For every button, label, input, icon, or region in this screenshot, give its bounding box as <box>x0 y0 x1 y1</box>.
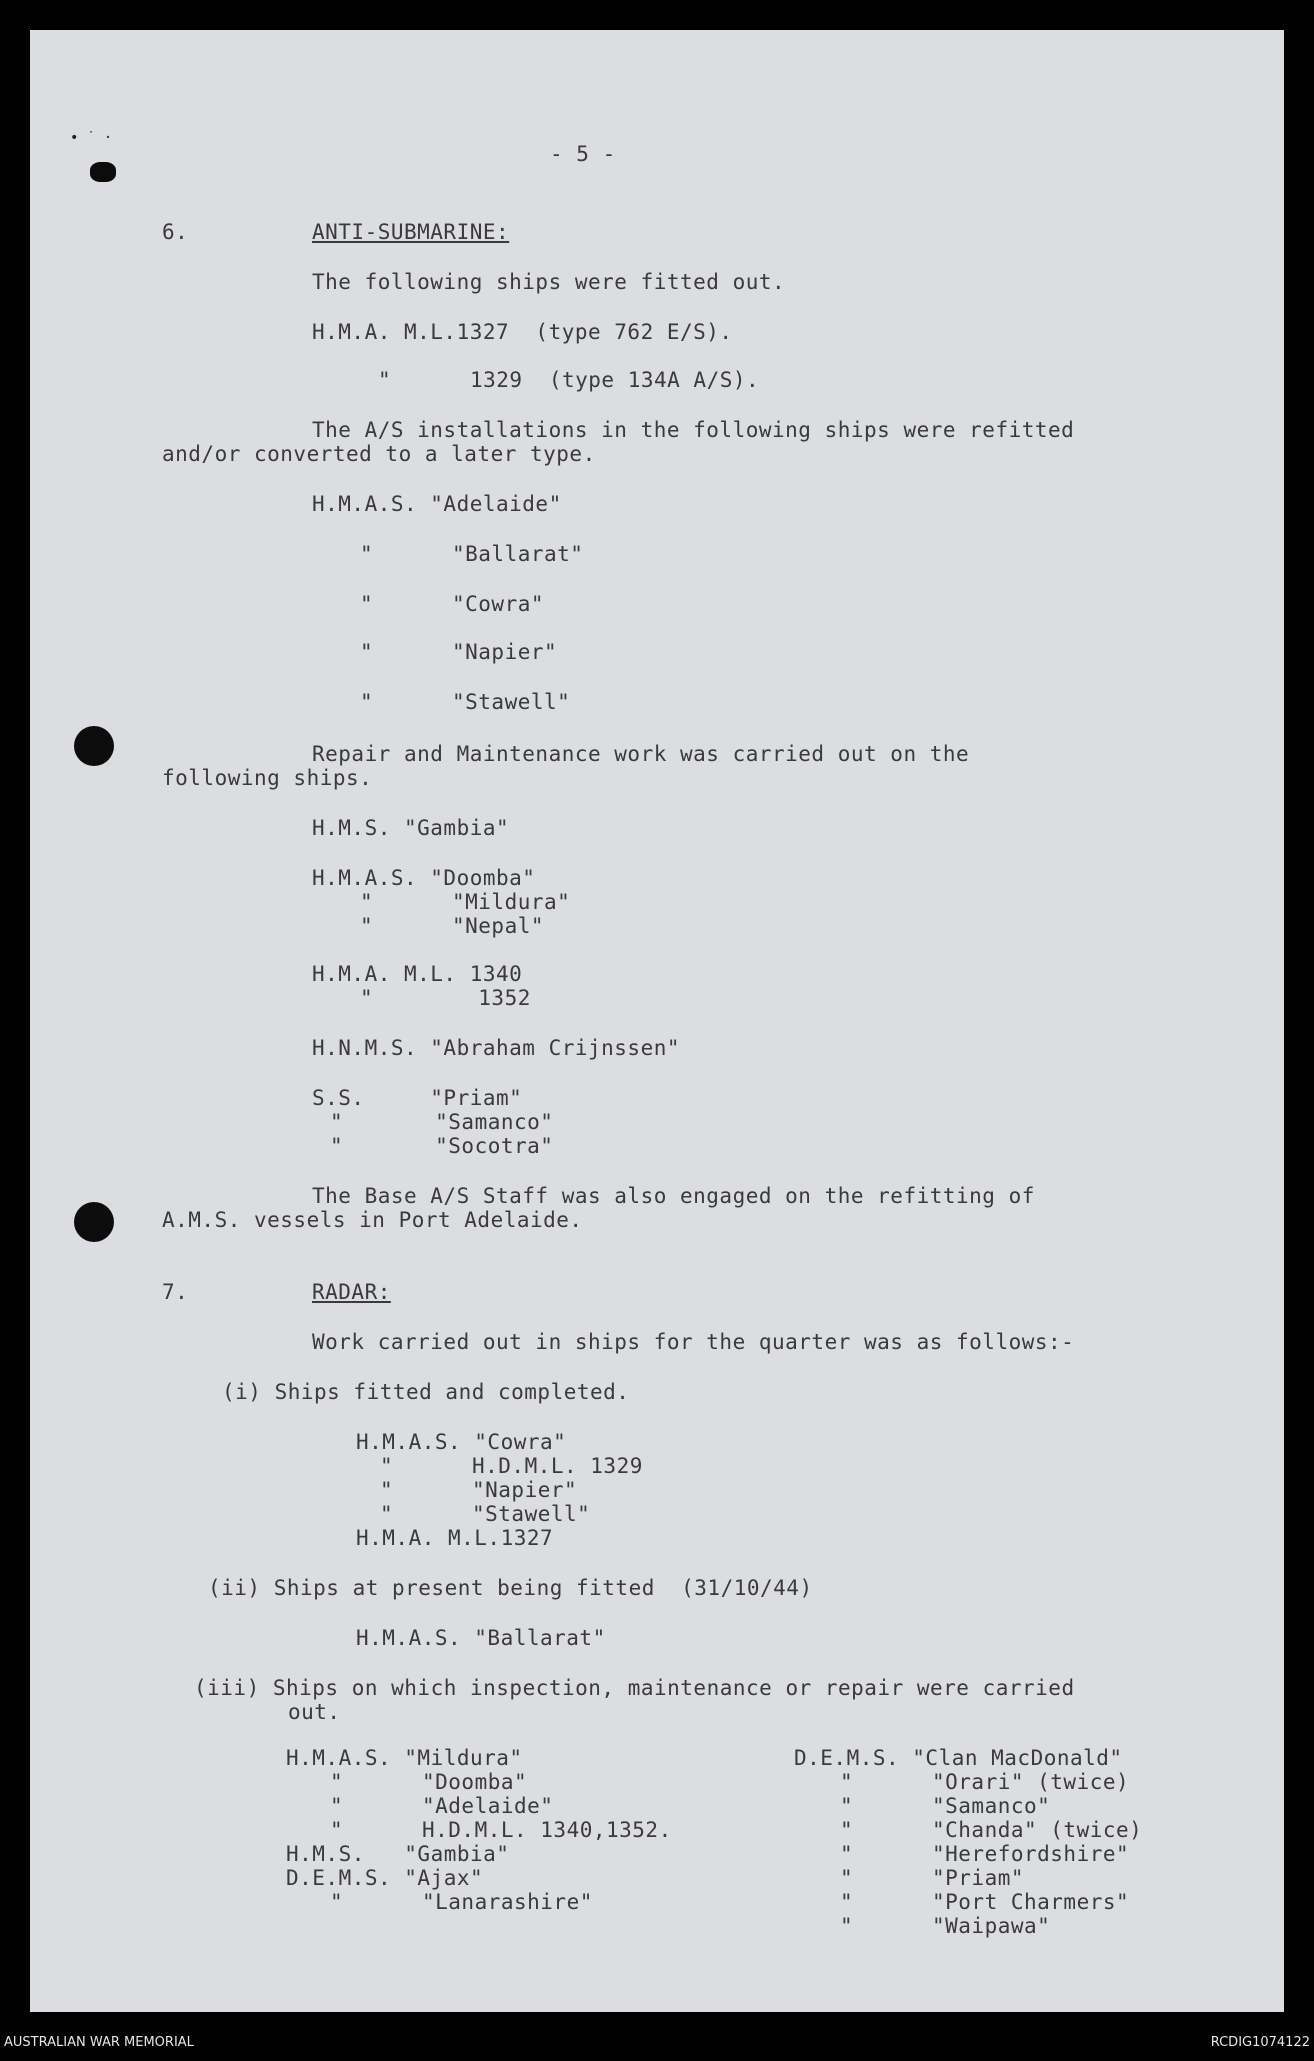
ship-line: D.E.M.S. "Clan MacDonald" <box>794 1746 1123 1770</box>
ship-line: " "Napier" <box>360 640 558 664</box>
paragraph: Repair and Maintenance work was carried out on the <box>312 742 970 766</box>
ship-line: H.M.A. M.L. 1340 <box>312 962 523 986</box>
ship-line: " "Ballarat" <box>360 542 584 566</box>
ship-line: " "Chanda" (twice) <box>840 1818 1143 1842</box>
ship-line: " "Samanco" <box>330 1110 554 1134</box>
ship-line: H.M.A.S. "Cowra" <box>356 1430 567 1454</box>
ship-line: " "Orari" (twice) <box>840 1770 1130 1794</box>
paragraph: Work carried out in ships for the quarter was as follows:- <box>312 1330 1075 1354</box>
paper-specks: • ˙ · <box>70 130 113 146</box>
ship-line: " 1329 (type 134A A/S). <box>378 368 760 392</box>
ship-line: " "Napier" <box>380 1478 578 1502</box>
paper-mark <box>90 162 116 182</box>
paragraph: The A/S installations in the following ships were refitted <box>312 418 1075 442</box>
section-heading: RADAR: <box>312 1280 391 1304</box>
ship-line: " "Doomba" <box>330 1770 528 1794</box>
document-page <box>30 30 1284 2012</box>
ship-line: H.M.A. M.L.1327 (type 762 E/S). <box>312 320 733 344</box>
paragraph: The Base A/S Staff was also engaged on the refitting of <box>312 1184 1035 1208</box>
ship-line: H.M.S. "Gambia" <box>312 816 510 840</box>
section-number: 6. <box>162 220 189 244</box>
ship-line: " H.D.M.L. 1340,1352. <box>330 1818 672 1842</box>
section-number: 7. <box>162 1280 189 1304</box>
ship-line: " "Stawell" <box>380 1502 591 1526</box>
ship-line: H.M.A.S. "Doomba" <box>312 866 536 890</box>
footer-source: AUSTRALIAN WAR MEMORIAL <box>4 2035 194 2050</box>
ship-line: H.M.A.S. "Adelaide" <box>312 492 562 516</box>
ship-line: S.S. "Priam" <box>312 1086 523 1110</box>
ship-line: H.N.M.S. "Abraham Crijnssen" <box>312 1036 681 1060</box>
ship-line: " "Port Charmers" <box>840 1890 1130 1914</box>
ship-line: D.E.M.S. "Ajax" <box>286 1866 484 1890</box>
footer-id: RCDIG1074122 <box>1210 2035 1310 2050</box>
ship-line: " H.D.M.L. 1329 <box>380 1454 643 1478</box>
ship-line: " "Lanarashire" <box>330 1890 593 1914</box>
subsection-heading: (iii) Ships on which inspection, maintenance or repair were carried <box>194 1676 1075 1700</box>
ship-line: H.M.A.S. "Ballarat" <box>356 1626 606 1650</box>
paragraph: following ships. <box>162 766 373 790</box>
ship-line: H.M.S. "Gambia" <box>286 1842 510 1866</box>
subsection-heading: (ii) Ships at present being fitted (31/10/44) <box>208 1576 813 1600</box>
paragraph: and/or converted to a later type. <box>162 442 596 466</box>
ship-line: " "Herefordshire" <box>840 1842 1130 1866</box>
ship-line: H.M.A. M.L.1327 <box>356 1526 554 1550</box>
punch-hole <box>74 726 114 766</box>
subsection-heading: out. <box>288 1700 341 1724</box>
paragraph: A.M.S. vessels in Port Adelaide. <box>162 1208 583 1232</box>
punch-hole <box>74 1202 114 1242</box>
ship-line: " "Adelaide" <box>330 1794 554 1818</box>
section-heading: ANTI-SUBMARINE: <box>312 220 510 244</box>
ship-line: " "Samanco" <box>840 1794 1051 1818</box>
ship-line: " "Waipawa" <box>840 1914 1051 1938</box>
ship-line: H.M.A.S. "Mildura" <box>286 1746 523 1770</box>
ship-line: " "Priam" <box>840 1866 1025 1890</box>
ship-line: " 1352 <box>360 986 531 1010</box>
page-number: - 5 - <box>550 142 616 166</box>
ship-line: " "Mildura" <box>360 890 571 914</box>
ship-line: " "Nepal" <box>360 914 545 938</box>
ship-line: " "Socotra" <box>330 1134 554 1158</box>
ship-line: " "Cowra" <box>360 592 545 616</box>
paragraph: The following ships were fitted out. <box>312 270 786 294</box>
subsection-heading: (i) Ships fitted and completed. <box>222 1380 630 1404</box>
ship-line: " "Stawell" <box>360 690 571 714</box>
